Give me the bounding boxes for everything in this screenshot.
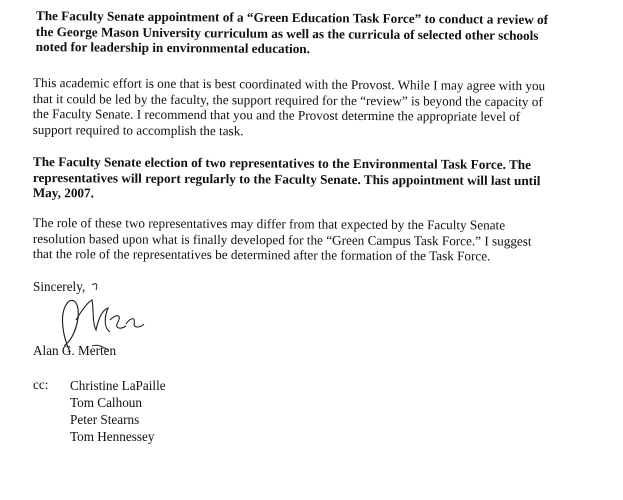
text-line: support required to accomplish the task. (32, 121, 244, 139)
cc-name: Tom Calhoun (70, 395, 142, 410)
text-line: representatives will report regularly to the Faculty Senate. This appointment will last until (32, 169, 541, 188)
cc-name: Peter Stearns (70, 412, 140, 427)
paragraph-provost-coordination (33, 75, 546, 141)
text-line: This academic effort is one that is best coordinated with the Provost. While I may agree with you (32, 75, 546, 94)
text-line: resolution based upon what is finally developed for the “Green Campus Task Force.” I suggest (32, 230, 532, 249)
cc-list (70, 377, 166, 445)
text-line: the Faculty Senate. I recommend that you and the Provost determine the appropriate level of (32, 106, 521, 125)
paragraph-green-education-task-force (36, 8, 548, 59)
text-line: May, 2007. (32, 185, 94, 201)
signer-name: Alan G. Merten (33, 343, 117, 358)
text-line: that the role of the representatives be determined after the formation of the Task Force. (32, 246, 491, 264)
text-line: The Faculty Senate election of two representatives to the Environmental Task Force. The (32, 154, 532, 173)
text-line: The Faculty Senate appointment of a “Green Education Task Force” to conduct a review of (35, 8, 549, 28)
closing-salutation: Sincerely, (33, 279, 86, 294)
text-line: that it could be led by the faculty, the support required for the “review” is beyond the capacity of (32, 90, 543, 109)
text-line: The role of these two representatives may differ from that expected by the Faculty Senate (32, 215, 506, 233)
cc-name: Christine LaPaille (70, 378, 166, 393)
paragraph-election-of-representatives (33, 154, 541, 204)
cc-label: cc: (33, 377, 49, 392)
text-line: noted for leadership in environmental education. (35, 39, 311, 57)
cc-name: Tom Hennessey (70, 429, 155, 444)
paragraph-role-of-representatives (33, 215, 532, 264)
text-line: the George Mason University curriculum as well as the curricula of selected other schools (35, 23, 539, 43)
